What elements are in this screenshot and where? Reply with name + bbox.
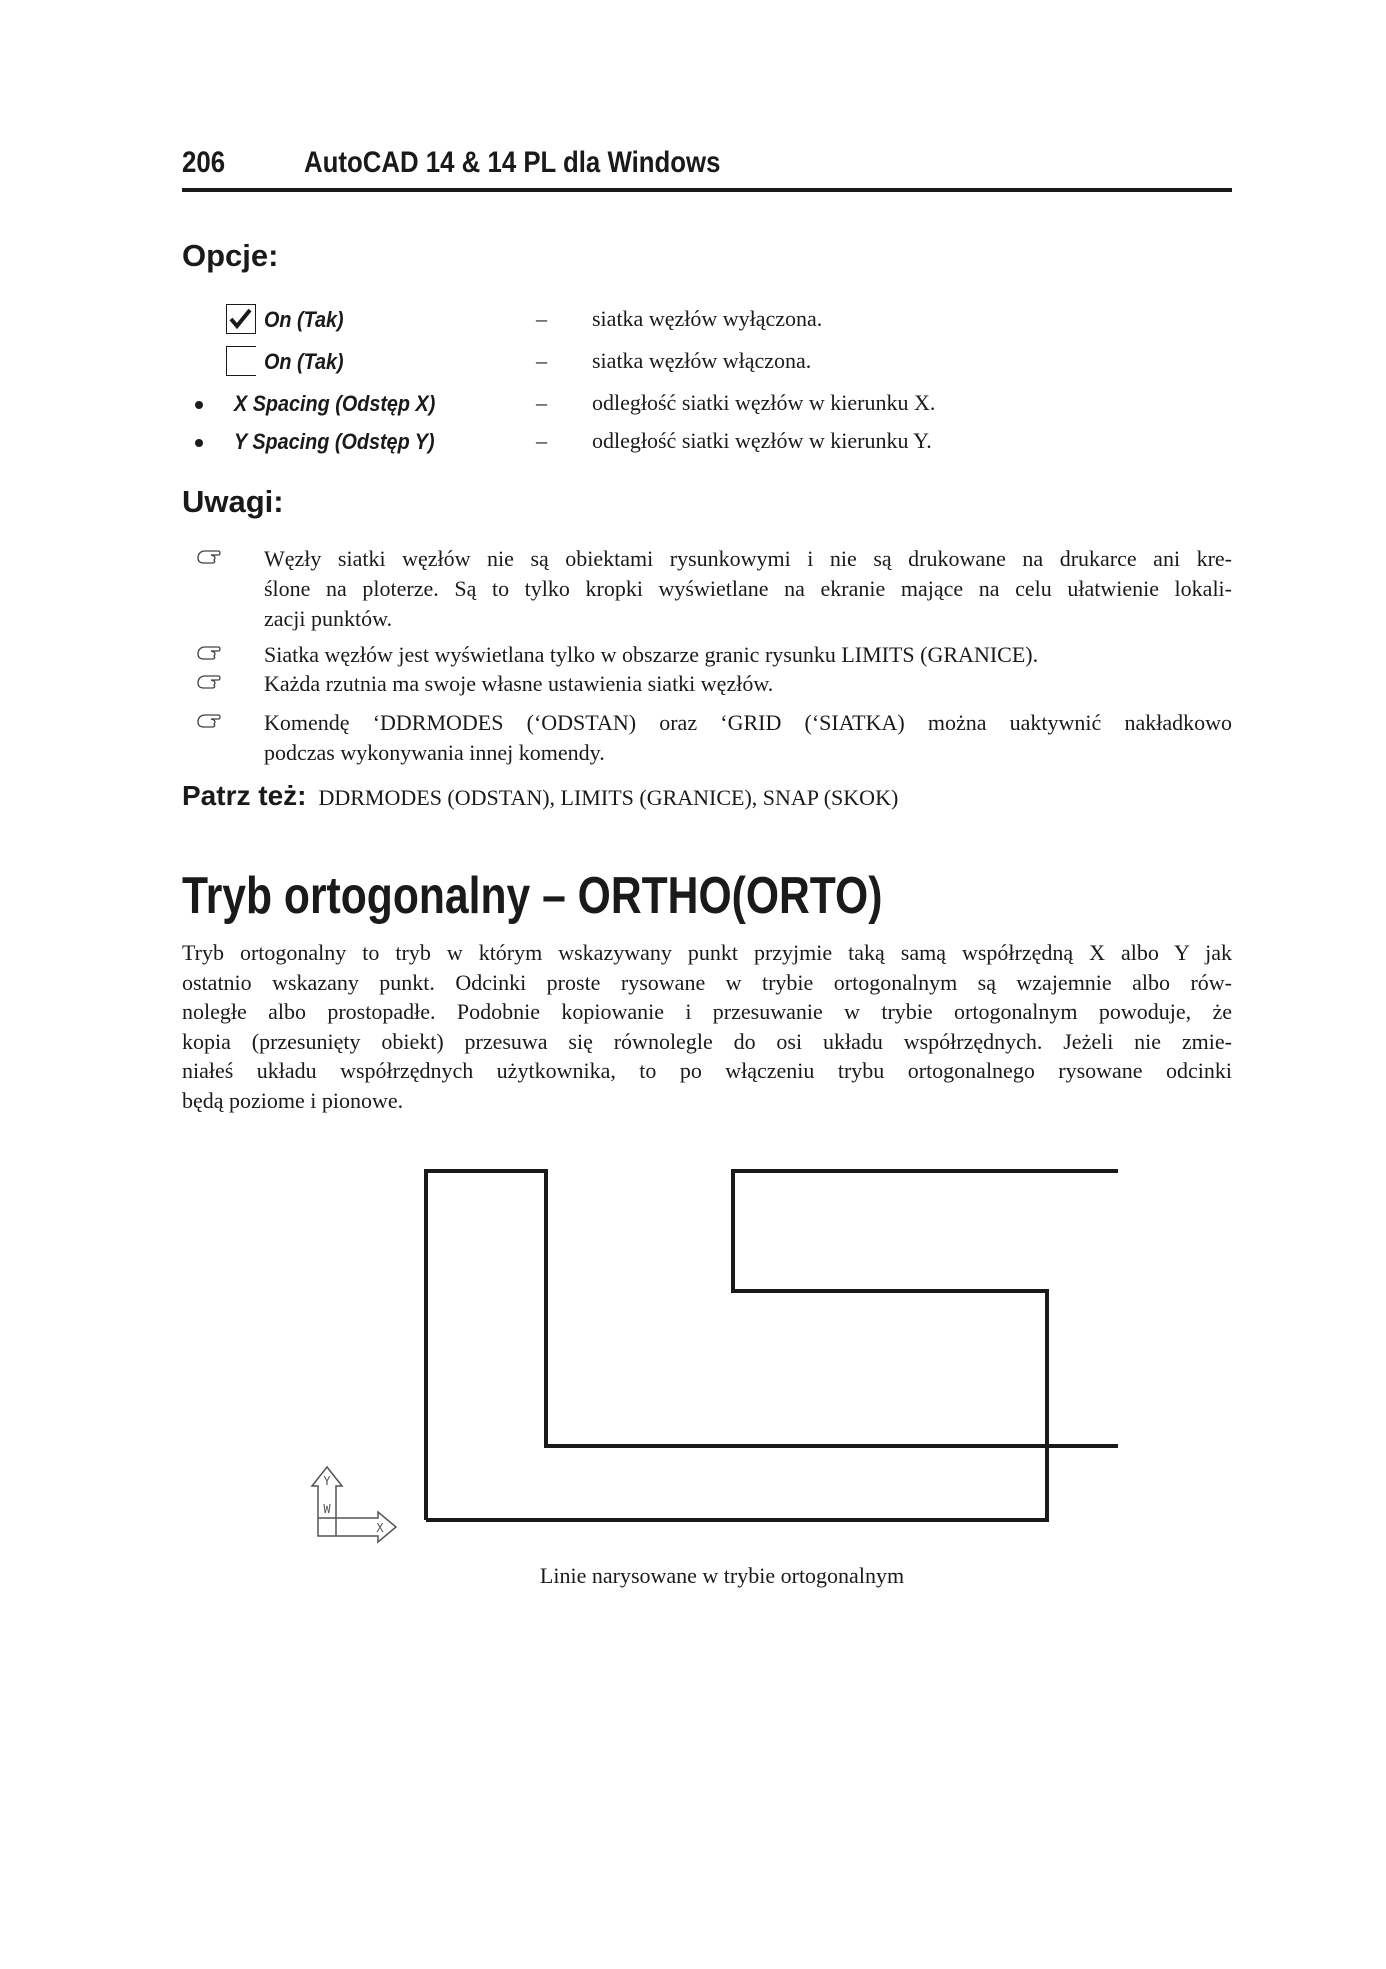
note-item	[196, 544, 1236, 634]
option-description: odległość siatki węzłów w kierunku Y.	[592, 428, 932, 453]
note-item	[196, 708, 1236, 768]
note-line: Komendę ‘DDRMODES (‘ODSTAN) oraz ‘GRID (‘SIATKA) można uaktywnić nakładkowo	[264, 710, 1232, 735]
paragraph-line: kopia (przesunięty obiekt) przesuwa się równolegle do osi układu współrzędnych. Jeżeli nie zmie-	[182, 1028, 1232, 1054]
paragraph-line: ostatnio wskazany punkt. Odcinki proste rysowane w trybie ortogonalnym są wzajemnie albo rów-	[182, 969, 1232, 995]
option-dash: –	[536, 306, 547, 331]
page-number: 206	[182, 146, 226, 179]
option-row-on-unchecked	[190, 344, 1050, 380]
section-title: Tryb ortogonalny – ORTHO(ORTO)	[182, 867, 883, 925]
options-heading: Opcje:	[182, 238, 279, 273]
option-description: odległość siatki węzłów w kierunku X.	[592, 390, 936, 415]
option-label: On (Tak)	[264, 307, 344, 332]
section-paragraph	[182, 938, 1232, 1115]
ortho-polyline-outer	[426, 1171, 1118, 1520]
notes-heading: Uwagi:	[182, 484, 284, 519]
note-line: Siatka węzłów jest wyświetlana tylko w obszarze granic rysunku LIMITS (GRANICE).	[264, 642, 1039, 667]
paragraph-line: Tryb ortogonalny to tryb w którym wskazywany punkt przyjmie taką samą współrzędną X albo Y jak	[182, 940, 1232, 965]
note-item	[196, 640, 1236, 670]
note-item	[196, 669, 1236, 699]
option-description: siatka węzłów wyłączona.	[592, 306, 823, 331]
note-line: ślone na ploterze. Są to tylko kropki wyświetlane na ekranie mające na celu ułatwienie lokali-	[264, 576, 1232, 601]
ortho-polyline-inner	[426, 1171, 1118, 1520]
pointing-hand-icon	[196, 544, 224, 564]
note-line: podczas wykonywania innej komendy.	[264, 740, 605, 765]
ucs-w-label: W	[323, 1502, 331, 1516]
paragraph-line: będą poziome i pionowe.	[182, 1087, 404, 1113]
option-dash: –	[536, 348, 547, 373]
option-description: siatka węzłów włączona.	[592, 348, 812, 373]
option-row-y-spacing	[190, 424, 1050, 460]
figure-caption: Linie narysowane w trybie ortogonalnym	[539, 1563, 905, 1588]
running-head	[182, 142, 1232, 192]
book-title: AutoCAD 14 & 14 PL dla Windows	[304, 146, 721, 179]
pointing-hand-icon	[196, 669, 224, 689]
option-dash: –	[536, 428, 547, 453]
note-line: Węzły siatki węzłów nie są obiektami rysunkowymi i nie są drukowane na drukarce ani kre-	[264, 546, 1232, 571]
pointing-hand-icon	[196, 708, 224, 728]
pointing-hand-icon	[196, 640, 224, 660]
ucs-x-label: X	[376, 1521, 384, 1535]
option-row-x-spacing	[190, 386, 1050, 422]
checked-checkbox-icon	[226, 304, 256, 334]
ucs-y-label: Y	[323, 1474, 331, 1488]
paragraph-line: niałeś układu współrzędnych użytkownika, to po włączeniu trybu ortogonalnego rysowane odcinki	[182, 1058, 1232, 1083]
paragraph-line: noległe albo prostopadłe. Podobnie kopiowanie i przesuwanie w trybie ortogonalnym powoduje, że	[182, 999, 1232, 1024]
bullet-icon	[195, 401, 203, 409]
see-also	[182, 780, 898, 812]
bullet-icon	[195, 439, 203, 447]
option-label: On (Tak)	[264, 349, 344, 374]
note-line: zacji punktów.	[264, 606, 393, 631]
ortho-lines-figure	[300, 1160, 1140, 1560]
empty-checkbox-icon	[226, 346, 256, 376]
option-label: X Spacing (Odstęp X)	[234, 391, 436, 416]
see-also-label: Patrz też:	[182, 780, 307, 811]
option-row-on-checked	[190, 302, 1050, 338]
see-also-references: DDRMODES (ODSTAN), LIMITS (GRANICE), SNAP (SKOK)	[318, 785, 899, 810]
option-label: Y Spacing (Odstęp Y)	[234, 429, 435, 454]
option-dash: –	[536, 390, 547, 415]
note-line: Każda rzutnia ma swoje własne ustawienia siatki węzłów.	[264, 671, 774, 696]
